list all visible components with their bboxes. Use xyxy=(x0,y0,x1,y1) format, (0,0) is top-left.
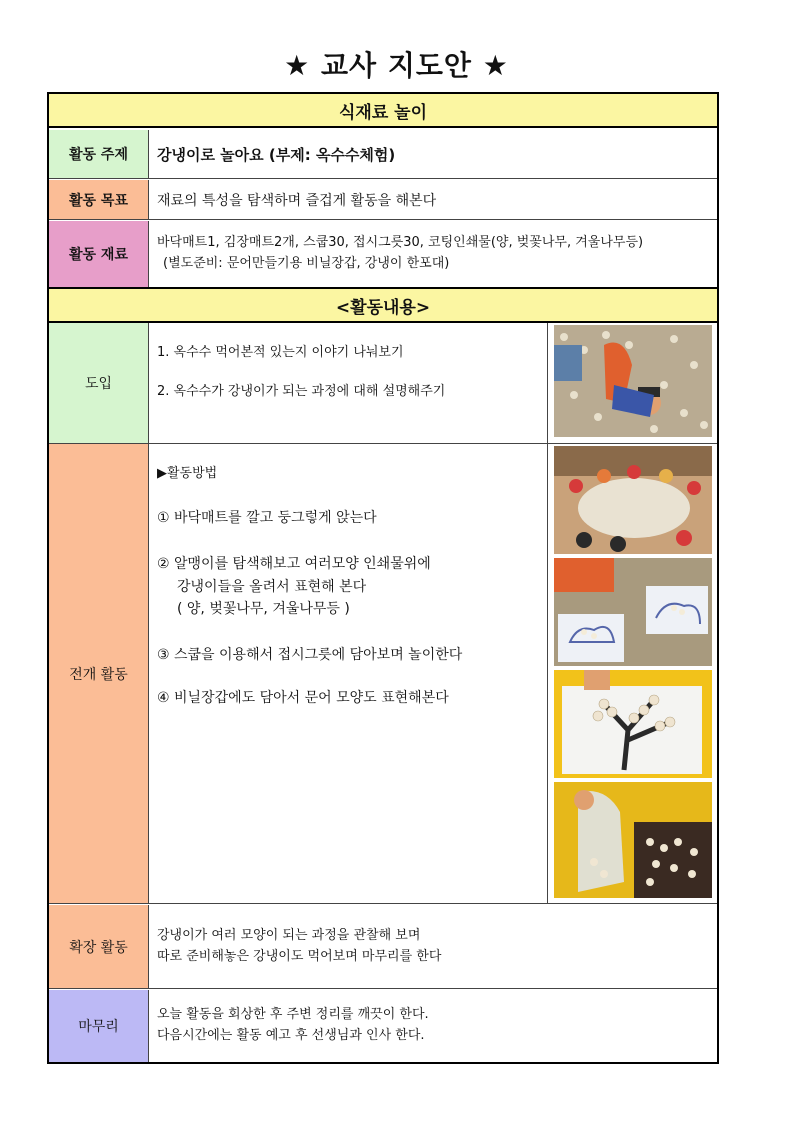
lesson-plan-table xyxy=(47,92,719,1064)
step-3: ③ 스쿱을 이용해서 접시그릇에 담아보며 놀이한다 xyxy=(157,647,463,664)
goal-label: 활동 목표 xyxy=(49,180,149,219)
materials-line-2: (별도준비: 문어만들기용 비닐장갑, 강냉이 한포대) xyxy=(163,256,450,271)
goal-text: 재료의 특성을 탐색하며 즐겁게 활동을 해본다 xyxy=(157,192,437,209)
materials-row xyxy=(49,221,717,287)
content-bar: <활동내용> xyxy=(49,287,717,323)
photo-cherry-tree xyxy=(554,670,712,778)
step-2c: ( 양, 벚꽃나무, 겨울나무등 ) xyxy=(177,600,350,617)
photo-child-in-popcorn xyxy=(554,325,712,437)
subject-row xyxy=(49,130,717,179)
intro-line-2: 2. 옥수수가 강냉이가 되는 과정에 대해 설명해주기 xyxy=(157,383,446,399)
extension-line-1: 강냉이가 여러 모양이 되는 과정을 관찰해 보며 xyxy=(157,927,421,943)
photo-glove-octopus xyxy=(554,782,712,898)
closing-label: 마무리 xyxy=(49,990,149,1062)
step-4: ④ 비닐장갑에도 담아서 문어 모양도 표현해본다 xyxy=(157,689,449,706)
subject-value xyxy=(149,130,717,178)
development-heading: ▶활동방법 xyxy=(157,466,218,481)
development-photo-column xyxy=(547,444,717,903)
closing-text xyxy=(149,990,717,1062)
intro-text xyxy=(149,323,547,443)
development-label: 전개 활동 xyxy=(49,444,149,903)
step-2a: ② 알맹이를 탐색해보고 여러모양 인쇄물위에 xyxy=(157,556,431,573)
intro-line-1: 1. 옥수수 먹어본적 있는지 이야기 나눠보기 xyxy=(157,345,404,360)
goal-value xyxy=(149,180,717,219)
photo-printed-sheets xyxy=(554,558,712,666)
intro-photo-column xyxy=(547,323,717,443)
topic-bar: 식재료 놀이 xyxy=(49,94,717,128)
intro-label: 도입 xyxy=(49,323,149,443)
closing-line-2: 다음시간에는 활동 예고 후 선생님과 인사 한다. xyxy=(157,1028,425,1043)
materials-line-1: 바닥매트1, 김장매트2개, 스쿱30, 접시그릇30, 코팅인쇄물(양, 벚꽃나무, 겨울나무등) xyxy=(157,235,644,251)
subject-label: 활동 주제 xyxy=(49,130,149,178)
development-text xyxy=(149,444,547,903)
document-title: ★ 교사 지도안 ★ xyxy=(284,49,509,82)
goal-row xyxy=(49,180,717,220)
materials-label: 활동 재료 xyxy=(49,221,149,287)
closing-row xyxy=(49,990,717,1062)
extension-line-2: 따로 준비해놓은 강냉이도 먹어보며 마무리를 한다 xyxy=(157,948,442,964)
step-2b: 강냉이들을 올려서 표현해 본다 xyxy=(177,578,367,595)
closing-line-1: 오늘 활동을 회상한 후 주변 정리를 깨끗이 한다. xyxy=(157,1007,429,1023)
photo-children-circle xyxy=(554,446,712,554)
extension-text xyxy=(149,905,717,988)
extension-row xyxy=(49,905,717,989)
step-1: ① 바닥매트를 깔고 둥그렇게 앉는다 xyxy=(157,509,377,526)
development-row xyxy=(49,444,717,904)
extension-label: 확장 활동 xyxy=(49,905,149,988)
intro-row xyxy=(49,323,717,444)
subject-text: 강냉이로 놀아요 (부제: 옥수수체험) xyxy=(157,145,396,164)
materials-value xyxy=(149,221,717,287)
